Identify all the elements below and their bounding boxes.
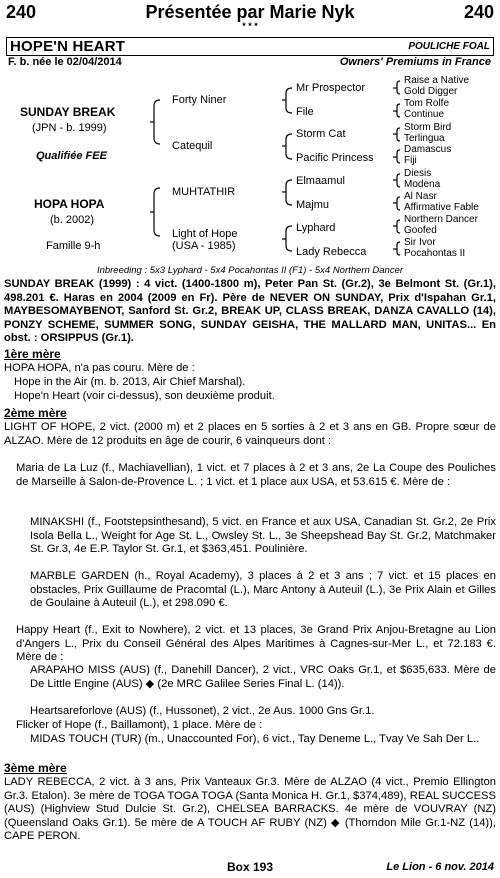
pedigree-table bbox=[0, 72, 500, 272]
produce-flicker-of-hope: Flicker of Hope (f., Baillamont), 1 place. Mère de : bbox=[16, 719, 263, 731]
produce-marble-garden: MARBLE GARDEN (h., Royal Academy), 3 places à 2 et 3 ans ; 7 vict. et 15 places en obstacles, Prix Guillaume de Pracomtal (L.), Marc Antony à Auteuil (L.), 3e Prix Alain et Gilles de Goulaine à Auteuil (L.), et 298.090 €. bbox=[30, 570, 496, 610]
horse-subline bbox=[6, 56, 494, 69]
produce-heartsareforlove: Heartsareforlove (AUS) (f., Hussonet), 2 vict., 2e Aus. 1000 Gns Gr.1. bbox=[30, 705, 375, 717]
header-stars: * * * bbox=[242, 21, 258, 31]
sire-paragraph: SUNDAY BREAK (1999) : 4 vict. (1400-1800 m), Peter Pan St. (Gr.2), 3e Belmont St. (Gr.1), 498.201 €. Haras en 2004 (2009 en Fr). Père de NEVER ON SUNDAY, Prix d'Ispahan Gr.1, MAYBESOMAYBENOT, Sanford St. Gr.2, BREAK UP, CLASS BREAK, DANZA CAVALLO (14), PONZY SCHEME, SUMMER SONG, SUNDAY GEISHA, THE MALLARD MAN, UNITAS... En obst. : ORSIPPUS (Gr.1). bbox=[4, 278, 496, 345]
gen4-item: Affirmative Fable bbox=[404, 202, 479, 213]
gen4-item: Goofed bbox=[404, 225, 437, 236]
page-footer bbox=[6, 860, 494, 876]
gen4-item: Tom Rolfe bbox=[404, 98, 450, 109]
gen4-item: Damascus bbox=[404, 144, 452, 155]
gen4-item: Fiji bbox=[404, 155, 417, 166]
first-dam-line: HOPA HOPA, n'a pas couru. Mère de : bbox=[4, 362, 195, 374]
horse-name: HOPE'N HEART bbox=[10, 38, 126, 55]
gen3-item: Elmaamul bbox=[296, 175, 345, 187]
dam-origin: (b. 2002) bbox=[50, 214, 95, 226]
gen2-sire-sire: Forty Niner bbox=[172, 94, 227, 106]
sale-place-date: Le Lion - 6 nov. 2014 bbox=[386, 861, 494, 873]
horse-birth: F. b. née le 02/04/2014 bbox=[8, 56, 122, 68]
first-dam-produce: Hope in the Air (m. b. 2013, Air Chief Marshal). bbox=[14, 376, 246, 388]
dam-name: HOPA HOPA bbox=[34, 197, 105, 211]
gen4-item: Terlingua bbox=[404, 133, 445, 144]
produce-midas-touch: MIDAS TOUCH (TUR) (m., Unaccounted For), 6 vict., Tay Deneme L., Tvay Ve Sah Der L.. bbox=[30, 733, 480, 745]
gen4-item: Sir Ivor bbox=[404, 237, 436, 248]
page-number-left: 240 bbox=[6, 2, 37, 22]
gen3-item: Mr Prospector bbox=[296, 82, 366, 94]
gen4-item: Storm Bird bbox=[404, 122, 452, 133]
gen4-item: Northern Dancer bbox=[404, 214, 478, 225]
second-dam-line: LIGHT OF HOPE, 2 vict. (2000 m) et 2 places en 5 sorties à 2 et 3 ans en GB. Propre sœur de ALZAO. Mère de 12 produits en âge de courir, 6 vainqueurs dont : bbox=[4, 421, 496, 447]
gen3-item: File bbox=[296, 106, 314, 118]
gen3-item: Majmu bbox=[296, 199, 330, 211]
dam-family: Famille 9-h bbox=[46, 240, 101, 252]
gen4-item: Continue bbox=[404, 109, 445, 120]
owners-premiums: Owners' Premiums in France bbox=[339, 56, 491, 68]
consignor-title: Présentée par Marie Nyk bbox=[145, 2, 355, 22]
section-first-dam: 1ère mère bbox=[4, 347, 61, 361]
section-third-dam: 3ème mère bbox=[4, 761, 67, 775]
inbreeding-line: Inbreeding : 5x3 Lyphard - 5x4 Pocahontas II (F1) - 5x4 Northern Dancer bbox=[96, 265, 404, 276]
gen2-dam-dam: Light of Hope bbox=[172, 228, 238, 240]
gen2-dam-dam-origin: (USA - 1985) bbox=[172, 240, 236, 252]
third-dam-paragraph: LADY REBECCA, 2 vict. à 3 ans, Prix Vanteaux Gr.3. Mère de ALZAO (4 vict., Premio Ellington Gr.3. Etalon). 3e mère de TOGA TOGA TOGA (Santa Monica H. Gr.1, $374,489), REAL SUCCESS (AUS) (Highview Stud Dulcie St. Gr.2), CHELSEA BARRACKS. 4e mère de VOUVRAY (NZ) (Queensland Oaks Gr.1). 5e mère de A TOUCH AF RUBY (NZ) ◆ (Thorndon Mile Gr.1-NZ (14)), CAPE PERON. bbox=[4, 776, 496, 843]
gen4-item: Pocahontas II bbox=[404, 248, 466, 259]
gen4-item: Gold Digger bbox=[404, 86, 458, 97]
sire-qualification: Qualifiée FEE bbox=[36, 150, 107, 162]
horse-name-box bbox=[6, 37, 494, 56]
section-second-dam: 2ème mère bbox=[4, 406, 67, 420]
sire-name: SUNDAY BREAK bbox=[20, 105, 116, 119]
box-number: Box 193 bbox=[226, 860, 274, 874]
gen2-sire-dam: Catequil bbox=[172, 140, 213, 152]
produce-minakshi: MINAKSHI (f., Footstepsinthesand), 5 vict. en France et aux USA, Canadian St. Gr.2, 2e Prix Isola Bella L., Weight for Age St. L., Owsley St. L., 3e Sheepshead Bay St. Gr.2, Matchmaker St. Gr.3, 4e E.P. Taylor St. Gr.1, et $363,451. Poulinière. bbox=[30, 516, 496, 556]
gen4-item: Diesis bbox=[404, 168, 432, 179]
gen3-item: Lady Rebecca bbox=[296, 246, 367, 258]
gen2-dam-sire: MUHTATHIR bbox=[172, 186, 236, 198]
produce-happy-heart: Happy Heart (f., Exit to Nowhere), 2 vict. et 13 places, 3e Grand Prix Anjou-Bretagne au Lion d'Angers L., Prix du Conseil Général des Alpes Maritimes à Cagnes-sur-Mer L., et 72.183 €. Mère de : bbox=[16, 624, 496, 664]
page-number-right: 240 bbox=[463, 2, 494, 22]
sire-origin: (JPN - b. 1999) bbox=[32, 122, 107, 134]
gen4-item: Raise a Native bbox=[404, 75, 470, 86]
gen3-item: Lyphard bbox=[296, 222, 336, 234]
gen3-item: Storm Cat bbox=[296, 128, 346, 140]
produce-arapaho-miss: ARAPAHO MISS (AUS) (f., Danehill Dancer), 2 vict., VRC Oaks Gr.1, et $635,633. Mère de De Little Engine (AUS) ◆ (2e MRC Galilee Series Final L. (14)). bbox=[30, 664, 496, 690]
horse-type: POULICHE FOAL bbox=[408, 41, 490, 52]
first-dam-produce: Hope'n Heart (voir ci-dessus), son deuxième produit. bbox=[14, 390, 275, 402]
gen4-item: Al Nasr bbox=[404, 191, 437, 202]
produce-maria-de-la-luz: Maria de La Luz (f., Machiavellian), 1 vict. et 7 places à 2 et 3 ans, 2e La Coupe des Pouliches de Marseille à Salon-de-Provence L. ; 1 vict. et 1 place aux USA, et 53.615 €. Mère de : bbox=[16, 462, 496, 488]
page-header bbox=[6, 2, 494, 22]
gen4-item: Modena bbox=[404, 179, 441, 190]
gen3-item: Pacific Princess bbox=[296, 152, 374, 164]
